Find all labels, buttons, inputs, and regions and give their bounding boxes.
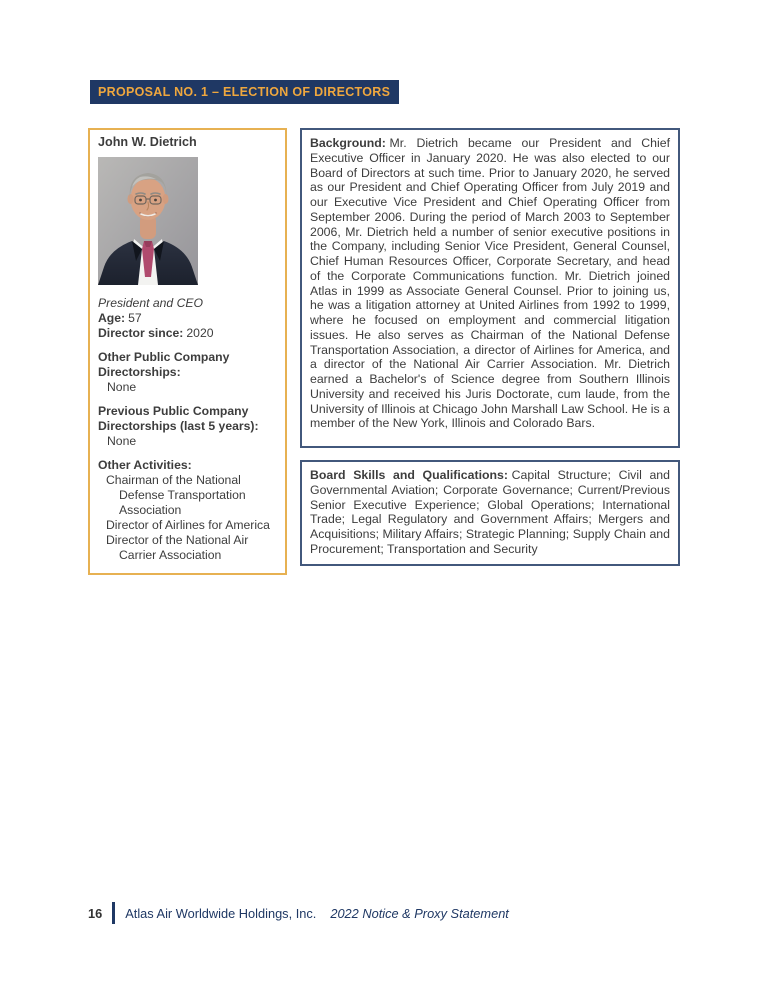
page-footer bbox=[88, 902, 509, 924]
company-name: Atlas Air Worldwide Holdings, Inc. bbox=[125, 905, 317, 921]
list-item: None bbox=[107, 434, 137, 448]
previous-public-directorships-heading: Previous Public Company Directorships (last 5 years): bbox=[98, 404, 259, 433]
list-item: Chairman of the National Defense Transportation Association bbox=[106, 473, 246, 517]
other-public-directorships-section bbox=[98, 350, 277, 395]
director-detail-column bbox=[300, 128, 680, 566]
board-skills-box bbox=[300, 460, 680, 566]
director-since-value: 2020 bbox=[186, 326, 214, 340]
background-label: Background: bbox=[310, 136, 386, 150]
director-age bbox=[98, 311, 277, 326]
previous-public-directorships-section bbox=[98, 404, 277, 449]
page-number: 16 bbox=[88, 905, 103, 921]
age-label: Age: bbox=[98, 311, 126, 325]
section-banner-title: PROPOSAL NO. 1 – ELECTION OF DIRECTORS bbox=[98, 85, 391, 99]
director-profile-card bbox=[88, 128, 287, 575]
director-photo bbox=[98, 157, 198, 285]
age-value: 57 bbox=[128, 311, 142, 325]
background-box bbox=[300, 128, 680, 448]
list-item: Director of Airlines for America bbox=[106, 518, 270, 532]
director-name: John W. Dietrich bbox=[98, 135, 197, 149]
list-item: None bbox=[107, 380, 137, 394]
board-skills-label: Board Skills and Qualifications: bbox=[310, 468, 508, 482]
other-public-directorships-heading: Other Public Company Directorships: bbox=[98, 350, 230, 379]
director-since bbox=[98, 326, 277, 341]
section-banner bbox=[90, 80, 399, 104]
director-headshot-image bbox=[98, 157, 198, 285]
board-skills-text: Capital Structure; Civil and Governmental Aviation; Corporate Governance; Current/Previous Senior Executive Experience; Global Operations; International Trade; Legal Regulatory and Government Affairs; Mergers and Acquisitions; Military Affairs; Strategic Planning; Supply Chain and Procurement; Transportation and Security bbox=[310, 468, 670, 556]
director-since-label: Director since: bbox=[98, 326, 184, 340]
list-item: Director of the National Air Carrier Association bbox=[106, 533, 249, 562]
director-role-title: President and CEO bbox=[98, 296, 204, 310]
background-text: Mr. Dietrich became our President and Chief Executive Officer in January 2020. He was also elected to our Board of Directors at such time. Prior to January 2020, he served as our President and Chief Operating Officer from July 2019 and our Executive Vice President and Chief Operating Officer from September 2006. During the period of March 2003 to September 2006, Mr. Dietrich held a number of senior executive positions in the Company, including Senior Vice President, General Counsel, Chief Human Resources Officer, Corporate Secretary, and head of the Corporate Communications function. Mr. Dietrich joined Atlas in 1999 as Associate General Counsel. Prior to joining us, he was a litigation attorney at United Airlines from 1992 to 1999, where he focused on employment and commercial litigation issues. He also serves as Chairman of the National Defense Transportation Association, a director of Airlines for America, and a director of the National Air Carrier Association. Mr. Dietrich earned a Bachelor's of Science degree from Southern Illinois University and received his Juris Doctorate, cum laude, from the University of Illinois at Chicago John Marshall Law School. He is a member of the New York, Illinois and Colorado Bars. bbox=[310, 136, 670, 431]
footer-divider bbox=[112, 902, 115, 924]
other-activities-heading: Other Activities: bbox=[98, 458, 192, 472]
other-activities-section bbox=[98, 458, 277, 563]
document-title: 2022 Notice & Proxy Statement bbox=[330, 905, 509, 921]
